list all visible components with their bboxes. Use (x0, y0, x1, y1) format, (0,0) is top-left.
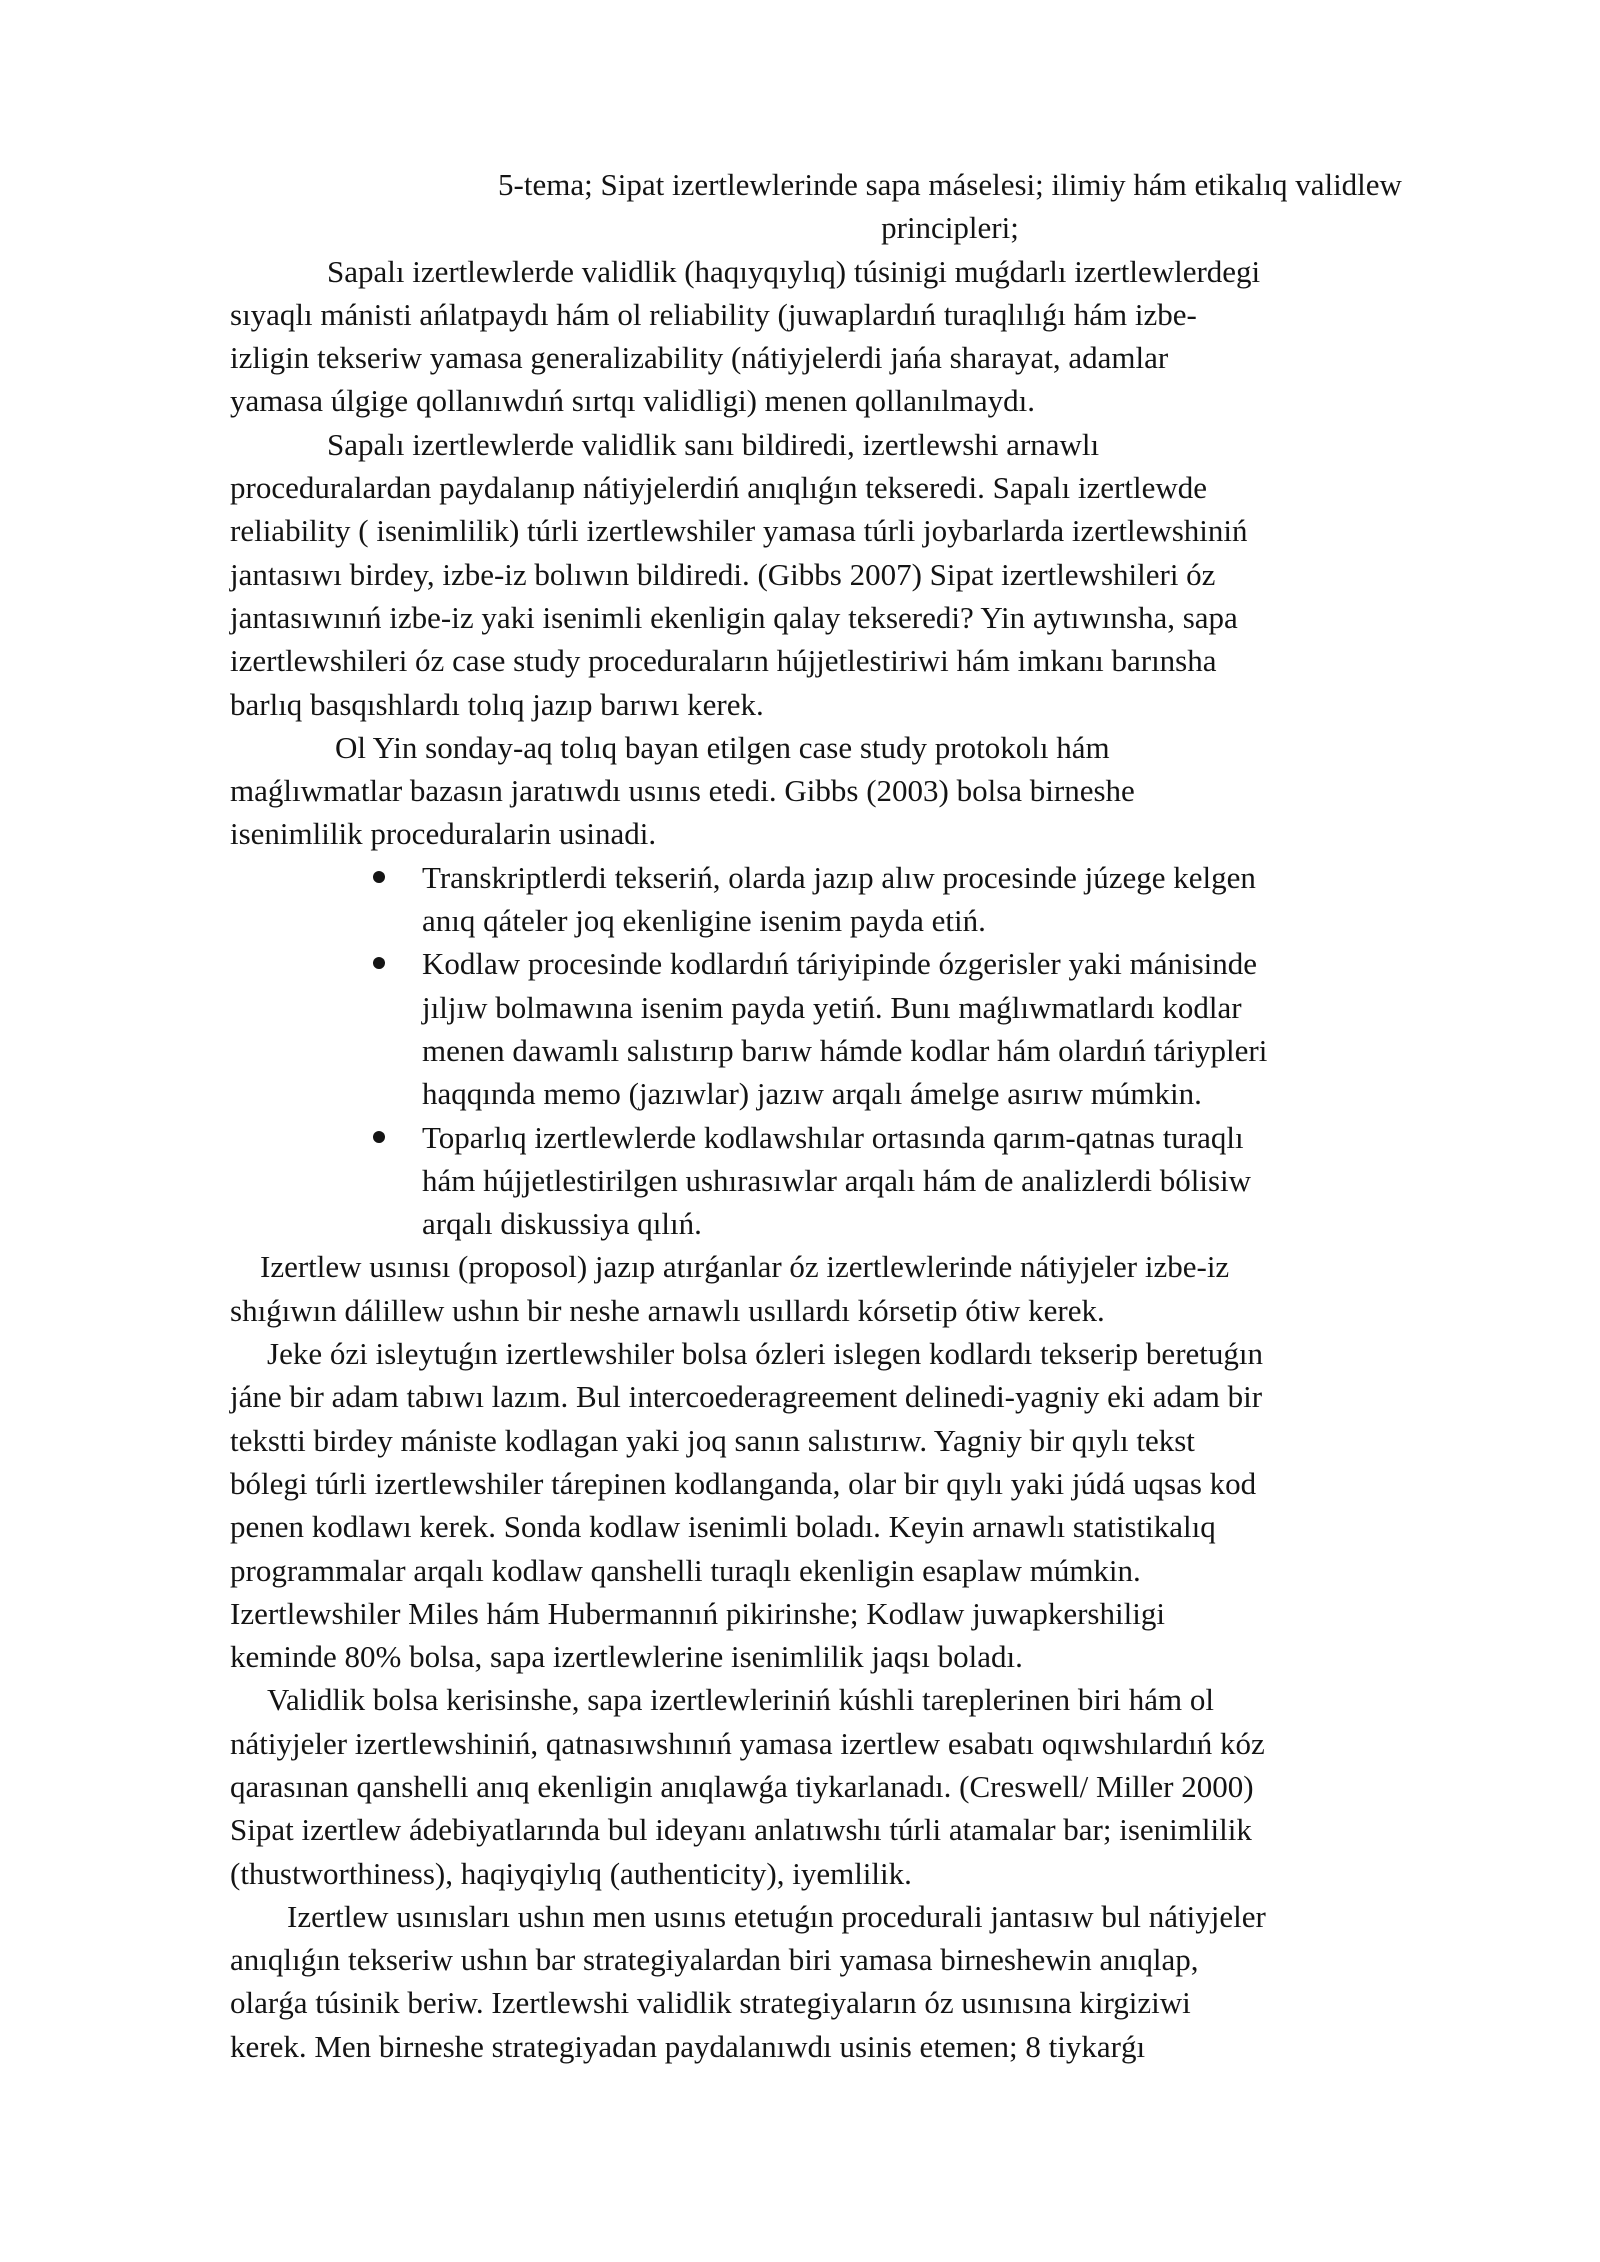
text-line: Toparlıq izertlewlerde kodlawshılar ortasında qarım-qatnas turaqlı (422, 1119, 1244, 1155)
text-line: tekstti birdey mániste kodlagan yaki joq sanın salıstırıw. Yagniy bir qıylı tekst (230, 1422, 1195, 1458)
paragraph-validity-definition (230, 250, 1510, 423)
paragraph-case-study-protocol (230, 726, 1510, 856)
text-line: Ol Yin sonday-aq tolıq bayan etilgen case study protokolı hám (335, 729, 1110, 765)
text-line: Izertlewshiler Miles hám Hubermannıń pikirinshe; Kodlaw juwapkershiligi (230, 1595, 1165, 1631)
text-line: keminde 80% bolsa, sapa izertlewlerine isenimlilik jaqsı boladı. (230, 1639, 1023, 1675)
bullet-icon (373, 957, 385, 969)
list-item (230, 856, 1510, 943)
text-line: kerek. Men birneshe strategiyadan paydalanıwdı usinis etemen; 8 tiykarǵı (230, 2028, 1146, 2064)
text-line: anıqlıǵın tekseriw ushın bar strategiyalardan biri yamasa birneshewin anıqlap, (230, 1942, 1199, 1978)
text-line: isenimlilik proceduralarin usinadi. (230, 816, 657, 852)
bullet-icon (373, 871, 385, 883)
text-line: arqalı diskussiya qılıń. (422, 1206, 702, 1242)
text-line: sıyaqlı mánisti ańlatpaydı hám ol reliability (juwaplardıń turaqlılıǵı hám izbe- (230, 296, 1197, 332)
procedure-list (230, 856, 1510, 1246)
text-line: Izertlew usınısları ushın men usınıs etetuǵın procedurali jantasıw bul nátiyjeler (287, 1898, 1266, 1934)
text-line: Validlik bolsa kerisinshe, sapa izertlewleriniń kúshli tareplerinen biri hám ol (267, 1682, 1214, 1718)
text-line: Jeke ózi isleytuǵın izertlewshiler bolsa ózleri islegen kodlardı tekserip beretuǵın (267, 1336, 1263, 1372)
text-line: izertlewshileri óz case study proceduraların hújjetlestiriwi hám imkanı barınsha (230, 643, 1217, 679)
text-line: jıljıw bolmawına isenim payda yetiń. Bunı maǵlıwmatlardı kodlar (422, 989, 1242, 1025)
paragraph-validation-strategies (230, 1895, 1510, 2068)
paragraph-validity-strengths (230, 1678, 1510, 1894)
document-body (230, 163, 1510, 2068)
paragraph-reliability (230, 423, 1510, 726)
bullet-icon (373, 1131, 385, 1143)
text-line: qarasınan qanshelli anıq ekenligin anıqlawǵa tiykarlanadı. (Creswell/ Miller 2000) (230, 1768, 1254, 1804)
text-line: barlıq basqıshlardı tolıq jazıp barıwı kerek. (230, 686, 764, 722)
text-line: Sapalı izertlewlerde validlik (haqıyqıylıq) túsinigi muǵdarlı izertlewlerdegi (327, 253, 1261, 289)
text-line: haqqında memo (jazıwlar) jazıw arqalı ámelge asırıw múmkin. (422, 1076, 1202, 1112)
list-item (230, 1116, 1510, 1246)
text-line: Transkriptlerdi tekseriń, olarda jazıp alıw procesinde júzege kelgen (422, 859, 1256, 895)
paragraph-proposal (230, 1245, 1510, 1332)
text-line: maǵlıwmatlar bazasın jaratıwdı usınıs etedi. Gibbs (2003) bolsa birneshe (230, 773, 1135, 809)
page-title (230, 163, 1510, 250)
text-line: penen kodlawı kerek. Sonda kodlaw isenimli boladı. Keyin arnawlı statistikalıq (230, 1509, 1216, 1545)
text-line: bólegi túrli izertlewshiler tárepinen kodlanganda, olar bir qıylı yaki júdá uqsas kod (230, 1465, 1257, 1501)
text-line: shıǵıwın dálillew ushın bir neshe arnawlı usıllardı kórsetip ótiw kerek. (230, 1292, 1105, 1328)
text-line: nátiyjeler izertlewshiniń, qatnasıwshınıń yamasa izertlew esabatı oqıwshılardıń kóz (230, 1725, 1265, 1761)
text-line: Izertlew usınısı (proposol) jazıp atırǵanlar óz izertlewlerinde nátiyjeler izbe-iz (260, 1249, 1230, 1285)
text-line: Kodlaw procesinde kodlardıń táriyipinde ózgerisler yaki mánisinde (422, 946, 1258, 982)
paragraph-intercoder-agreement (230, 1332, 1510, 1678)
text-line: hám hújjetlestirilgen ushırasıwlar arqalı hám de analizlerdi bólisiw (422, 1162, 1252, 1198)
list-item (230, 942, 1510, 1115)
text-line: anıq qáteler joq ekenligine isenim payda etiń. (422, 903, 986, 939)
title-line: 5-tema; Sipat izertlewlerinde sapa máselesi; ilimiy hám etikalıq validlew (498, 167, 1402, 202)
text-line: proceduralardan paydalanıp nátiyjelerdiń anıqlıǵın tekseredi. Sapalı izertlewde (230, 470, 1207, 506)
text-line: jantasıwınıń izbe-iz yaki isenimli ekenligin qalay tekseredi? Yin aytıwınsha, sapa (230, 599, 1238, 635)
text-line: (thustworthiness), haqiyqiylıq (authenticity), iyemlilik. (230, 1855, 912, 1891)
text-line: Sipat izertlew ádebiyatlarında bul ideyanı anlatıwshı túrli atamalar bar; isenimlilik (230, 1812, 1252, 1848)
text-line: jantasıwı birdey, izbe-iz bolıwın bildiredi. (Gibbs 2007) Sipat izertlewshileri óz (230, 556, 1216, 592)
text-line: izligin tekseriw yamasa generalizability (nátiyjelerdi jańa sharayat, adamlar (230, 340, 1169, 376)
text-line: menen dawamlı salıstırıp barıw hámde kodlar hám olardıń táriypleri (422, 1032, 1268, 1068)
title-line: principleri; (881, 210, 1019, 246)
text-line: programmalar arqalı kodlaw qanshelli turaqlı ekenligin esaplaw múmkin. (230, 1552, 1141, 1588)
text-line: reliability ( isenimlilik) túrli izertlewshiler yamasa túrli joybarlarda izertlewshiniń (230, 513, 1248, 549)
text-line: olarǵa túsinik beriw. Izertlewshi validlik strategiyaların óz usınısına kirgiziwi (230, 1985, 1191, 2021)
text-line: Sapalı izertlewlerde validlik sanı bildiredi, izertlewshi arnawlı (327, 426, 1100, 462)
text-line: yamasa úlgige qollanıwdıń sırtqı validligi) menen qollanılmaydı. (230, 383, 1035, 419)
text-line: jáne bir adam tabıwı lazım. Bul intercoederagreement delinedi-yagniy eki adam bir (230, 1379, 1263, 1415)
